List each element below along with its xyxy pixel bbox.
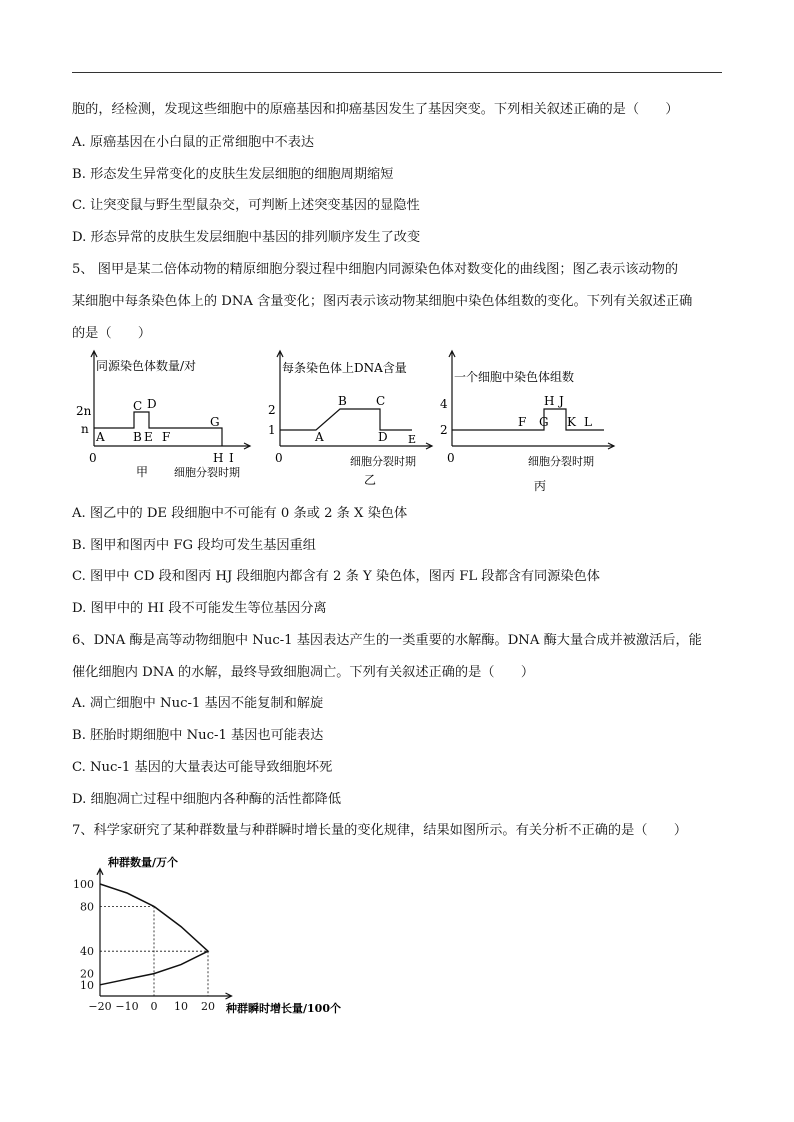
graph-jia-point-c: C	[133, 399, 143, 413]
q7-xtick-0: 0	[150, 1000, 158, 1013]
graph-yi-point-a: A	[315, 430, 324, 444]
graph-bing-point-h: H	[544, 394, 555, 408]
q5-stem-line-2: 某细胞中每条染色体上的 DNA 含量变化；图丙表示该动物某细胞中染色体组数的变化。下列有关叙述正确	[72, 294, 693, 309]
graph-bing-caption: 丙	[534, 479, 547, 493]
graph-jia-curve	[94, 412, 222, 446]
graph-jia-origin: 0	[89, 451, 97, 465]
graph-jia-point-d: D	[147, 397, 157, 411]
graph-bing	[436, 348, 636, 494]
graph-jia-caption: 甲	[136, 465, 149, 479]
q4-option-b: B. 形态发生异常变化的皮肤生发层细胞的细胞周期缩短	[72, 167, 394, 182]
q7-ytick-40: 40	[80, 945, 94, 959]
q6-option-c: C. Nuc-1 基因的大量表达可能导致细胞坏死	[72, 760, 333, 775]
graph-jia-ytick-n: n	[81, 422, 89, 436]
q7-axes	[97, 869, 232, 999]
q4-option-c: C. 让突变鼠与野生型鼠杂交，可判断上述突变基因的显隐性	[72, 198, 420, 213]
graph-bing-point-k: K	[567, 415, 576, 429]
q5-option-b: B. 图甲和图丙中 FG 段均可发生基因重组	[72, 538, 316, 553]
graph-jia-point-e: E	[144, 430, 153, 444]
graph-bing-point-j: J	[559, 394, 564, 408]
graph-bing-ytick-4: 4	[440, 397, 448, 411]
q7-xtick--20: −20	[88, 1000, 112, 1013]
q7-chart	[68, 846, 388, 1016]
q4-option-d: D. 形态异常的皮肤生发层细胞中基因的排列顺序发生了改变	[72, 230, 421, 245]
q5-stem-line-3: 的是（ ）	[72, 326, 152, 341]
graph-yi-ytick-1: 1	[268, 423, 276, 437]
q6-stem-line-1: 6、DNA 酶是高等动物细胞中 Nuc-1 基因表达产生的一类重要的水解酶。DNA 酶大量合成并被激活后，能	[72, 633, 702, 648]
q7-xtick--10: −10	[115, 1000, 139, 1013]
q6-option-b: B. 胚胎时期细胞中 Nuc-1 基因也可能表达	[72, 728, 324, 743]
q7-guide-lines	[100, 906, 208, 996]
graph-yi-curve	[280, 409, 412, 430]
graph-yi-point-e: E	[408, 433, 417, 446]
q4-option-a: A. 原癌基因在小白鼠的正常细胞中不表达	[72, 135, 315, 150]
graph-yi-point-b: B	[338, 394, 347, 408]
q7-ylabel: 种群数量/万个	[108, 856, 179, 869]
q5-option-c: C. 图甲中 CD 段和图丙 HJ 段细胞内都含有 2 条 Y 染色体，图丙 FL 段都含有同源染色体	[72, 569, 600, 584]
q7-ytick-20: 20	[80, 967, 94, 981]
graph-jia	[72, 348, 272, 480]
graph-bing-curve	[452, 409, 604, 430]
q7-xtick-10: 10	[174, 1000, 188, 1013]
q7-xlabel: 种群瞬时增长量/100个	[226, 1002, 341, 1015]
graph-jia-point-i: I	[229, 451, 234, 465]
graph-bing-origin: 0	[447, 451, 455, 465]
graph-jia-xlabel: 细胞分裂时期	[174, 466, 240, 479]
graph-jia-point-f: F	[162, 430, 171, 444]
q7-ytick-80: 80	[80, 900, 94, 914]
graph-jia-point-g: G	[210, 415, 220, 429]
q5-option-d: D. 图甲中的 HI 段不可能发生等位基因分离	[72, 601, 327, 616]
graph-yi	[262, 348, 452, 488]
graph-jia-ylabel: 同源染色体数量/对	[96, 359, 197, 373]
q7-ytick-10: 10	[80, 978, 94, 992]
graph-yi-origin: 0	[275, 451, 283, 465]
q7-ytick-100: 100	[73, 878, 94, 891]
graph-bing-xlabel: 细胞分裂时期	[528, 455, 594, 468]
graph-yi-xlabel: 细胞分裂时期	[350, 455, 416, 468]
q6-option-a: A. 凋亡细胞中 Nuc-1 基因不能复制和解旋	[72, 696, 324, 711]
graph-yi-ytick-2: 2	[268, 403, 276, 417]
graph-yi-point-c: C	[376, 394, 386, 408]
q4-stem: 胞的，经检测，发现这些细胞中的原癌基因和抑癌基因发生了基因突变。下列相关叙述正确的是（ ）	[72, 102, 679, 117]
graph-yi-caption: 乙	[364, 473, 377, 487]
q7-stem: 7、科学家研究了某种群数量与种群瞬时增长量的变化规律，结果如图所示。有关分析不正确的是（ ）	[72, 823, 688, 838]
graph-bing-point-f: F	[518, 415, 527, 429]
q7-xtick-20: 20	[201, 1000, 215, 1013]
q5-stem-line-1: 5、 图甲是某二倍体动物的精原细胞分裂过程中细胞内同源染色体对数变化的曲线图；图乙表示该动物的	[72, 262, 679, 277]
header-rule	[72, 72, 722, 73]
graph-bing-ylabel: 一个细胞中染色体组数	[454, 370, 575, 384]
graph-bing-point-l: L	[584, 415, 592, 429]
graph-bing-ytick-2: 2	[440, 423, 448, 437]
graph-jia-point-b: B	[133, 430, 142, 444]
graph-jia-ytick-2n: 2n	[76, 404, 92, 418]
graph-yi-ylabel: 每条染色体上DNA含量	[282, 361, 407, 375]
q6-stem-line-2: 催化细胞内 DNA 的水解，最终导致细胞凋亡。下列有关叙述正确的是（ ）	[72, 665, 535, 680]
graph-jia-point-a: A	[96, 430, 105, 444]
graph-yi-point-d: D	[378, 430, 388, 444]
q6-option-d: D. 细胞凋亡过程中细胞内各种酶的活性都降低	[72, 792, 342, 807]
q7-curve-segment-1	[100, 906, 208, 984]
graph-jia-point-h: H	[213, 451, 224, 465]
q5-option-a: A. 图乙中的 DE 段细胞中不可能有 0 条或 2 条 X 染色体	[72, 506, 408, 521]
q7-curve-segment-2	[100, 884, 154, 906]
graph-bing-point-g: G	[539, 415, 549, 429]
